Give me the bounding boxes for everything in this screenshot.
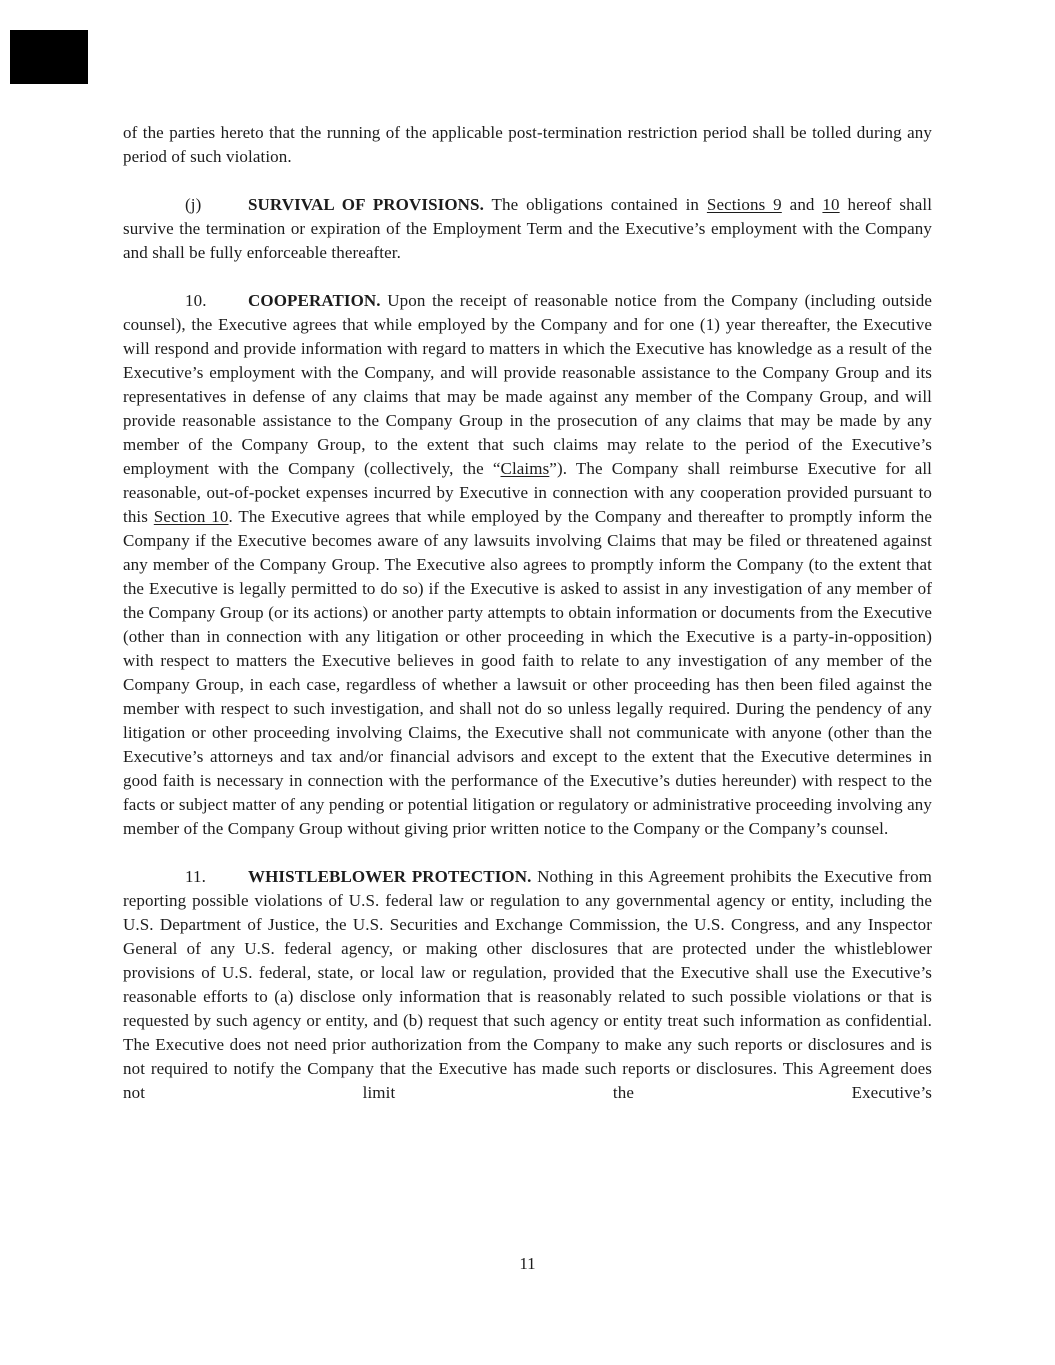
paragraph-whistleblower-protection	[123, 865, 932, 1105]
survival-heading: SURVIVAL OF PROVISIONS.	[248, 195, 484, 214]
cross-reference-section-10-number: 10	[822, 195, 840, 214]
defined-term-claims: Claims	[500, 459, 550, 478]
cross-reference-section-10: Section 10	[153, 507, 229, 526]
clause-letter: (j)	[185, 195, 202, 214]
body-text: Nothing in this Agreement prohibits the Executive from reporting possible violations of U.S. federal law or regulation to any governmental agency or entity, including the U.S. Department of Justice, the U.S. Securities and Exchange Commission, the U.S. Congress, and any Inspector General of any U.S. federal agency, or making other disclosures that are protected under the whistleblower provisions of U.S. federal, state, or local law or regulation, provided that the Executive shall use the Executive’s reasonable efforts to (a) disclose only information that is reasonably related to such possible violations or that is requested by such agency or entity, and (b) request that such agency or entity treat such information as confidential. The Executive does not need prior authorization from the Company to make any such reports or disclosures and is not required to notify the Company that the Executive has made such reports or disclosures. This Agreement does not limit the Executive’s	[123, 867, 932, 1102]
body-text: and	[781, 195, 823, 214]
body-text: ”). The Company shall reimburse Executive for all reasonable, out-of-pocket expenses incurred by Executive in connection with any cooperation provided pursuant to this	[123, 459, 932, 526]
redaction-mark	[10, 30, 88, 84]
cross-reference-sections-9: Sections 9	[706, 195, 782, 214]
body-text: The obligations contained in	[483, 195, 707, 214]
paragraph-cooperation	[123, 289, 932, 841]
whistleblower-heading: WHISTLEBLOWER PROTECTION.	[248, 867, 532, 886]
section-number: 11.	[185, 867, 206, 886]
body-text: Upon the receipt of reasonable notice from the Company (including outside counsel), the Executive agrees that while employed by the Company and for one (1) year thereafter, the Executive will respond and provide information with regard to matters in which the Executive has knowledge as a result of the Executive’s employment with the Company, and will provide reasonable assistance to the Company Group and its representatives in defense of any claims that may be made against any member of the Company Group, and will provide reasonable assistance to the Company Group in the prosecution of any claims that may be made by any member of the Company Group, to the extent that such claims may relate to the period of the Executive’s employment with the Company (collectively, the “	[123, 291, 932, 478]
document-body	[123, 121, 932, 1129]
page-number: 11	[519, 1254, 536, 1273]
cooperation-heading: COOPERATION.	[248, 291, 381, 310]
paragraph-survival-of-provisions	[123, 193, 932, 265]
body-text: . The Executive agrees that while employed by the Company and thereafter to promptly inform the Company if the Executive becomes aware of any lawsuits involving Claims that may be filed or threatened against any member of the Company Group. The Executive also agrees to promptly inform the Company (to the extent that the Executive is legally permitted to do so) if the Executive is asked to assist in any investigation of any member of the Company Group (or its actions) or another party attempts to obtain information or documents from the Executive (other than in connection with any litigation or other proceeding in which the Executive is a party-in-opposition) with respect to matters the Executive believes in good faith to relate to any investigation of any member of the Company Group, in each case, regardless of whether a lawsuit or other proceeding has then been filed against the member with respect to such investigation, and shall not do so unless legally required. During the pendency of any litigation or other proceeding involving Claims, the Executive shall not communicate with anyone (other than the Executive’s attorneys and tax and/or financial advisors and except to the extent that the Executive determines in good faith is necessary in connection with the performance of the Executive’s duties hereunder) with respect to the facts or subject matter of any pending or potential litigation or regulatory or administrative proceeding involving any member of the Company Group without giving prior written notice to the Company or the Company’s counsel.	[123, 507, 932, 838]
paragraph-intro-continuation: of the parties hereto that the running of the applicable post-termination restriction period shall be tolled during any period of such violation.	[123, 123, 932, 166]
body-text: hereof shall survive the termination or expiration of the Employment Term and the Executive’s employment with the Company and shall be fully enforceable thereafter.	[123, 195, 933, 262]
section-number: 10.	[185, 291, 207, 310]
